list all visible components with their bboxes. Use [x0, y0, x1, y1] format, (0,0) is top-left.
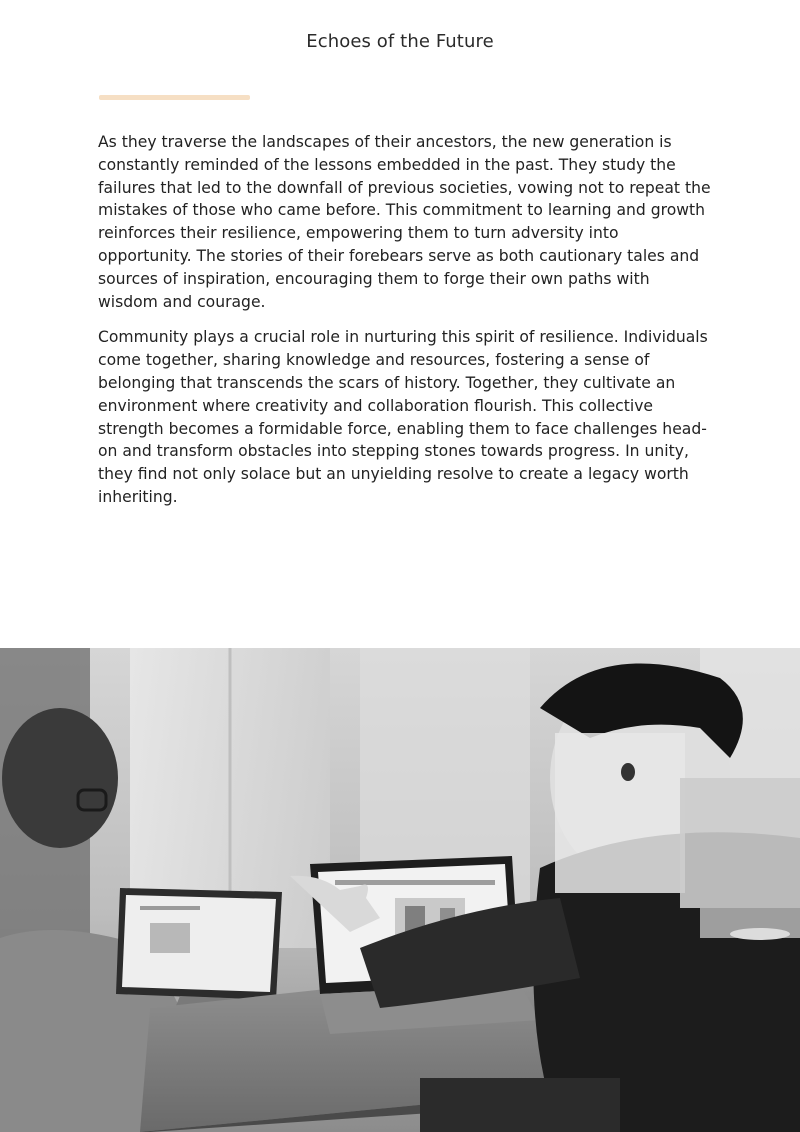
page-title: Echoes of the Future — [306, 31, 494, 52]
paragraph-2: Community plays a crucial role in nurturing this spirit of resilience. Individuals come together, sharing knowledge and resources, fostering a sense of belonging that transcends the scars of history. Together, they cultivate an environment where creativity and collaboration flourish. This collective strength becomes a formidable force, enabling them to face challenges head-on and transform obstacles into stepping stones towards progress. In unity, they find not only solace but an unyielding resolve to create a legacy worth inheriting. — [98, 328, 708, 506]
article-body — [98, 131, 714, 522]
accent-divider — [99, 95, 250, 100]
office-meeting-photo — [0, 648, 800, 1132]
paragraph-1: As they traverse the landscapes of their ancestors, the new generation is constantly reminded of the lessons embedded in the past. They study the failures that led to the downfall of previous societies, vowing not to repeat the mistakes of those who came before. This commitment to learning and growth reinforces their resilience, empowering them to turn adversity into opportunity. The stories of their forebears serve as both cautionary tales and sources of inspiration, encouraging them to forge their own paths with wisdom and courage. — [98, 133, 711, 311]
